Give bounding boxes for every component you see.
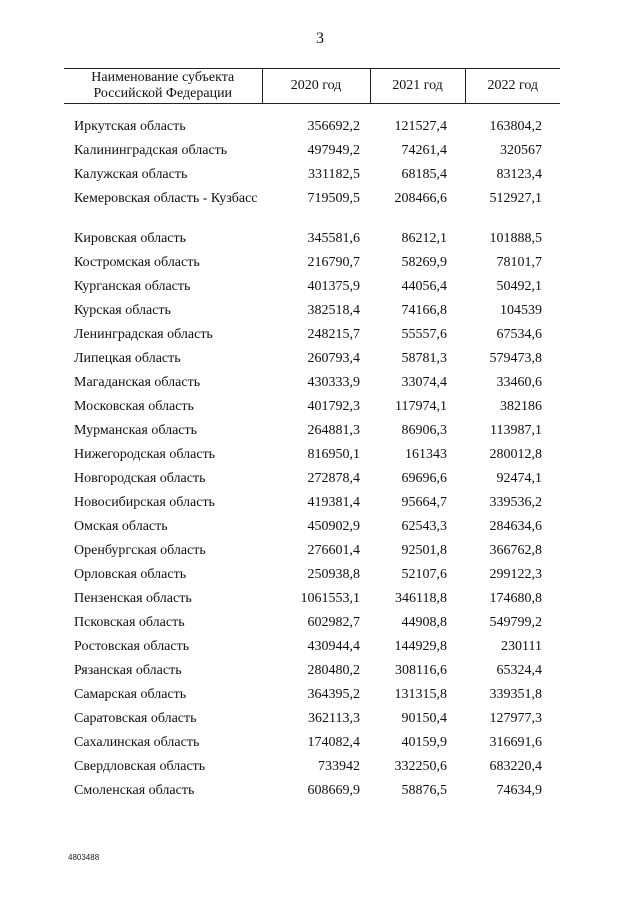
value-2020-cell: 356692,2 <box>307 119 360 134</box>
value-2021-cell: 44908,8 <box>401 615 447 630</box>
value-2020-cell: 280480,2 <box>307 663 360 678</box>
value-2022-cell: 320567 <box>500 143 542 158</box>
value-2022-cell: 316691,6 <box>489 735 542 750</box>
table-row <box>64 423 560 447</box>
table-row <box>64 543 560 567</box>
value-2020-cell: 733942 <box>318 759 360 774</box>
value-2022-cell: 78101,7 <box>496 255 542 270</box>
value-2022-cell: 50492,1 <box>496 279 542 294</box>
table-row <box>64 471 560 495</box>
value-2021-cell: 44056,4 <box>401 279 447 294</box>
value-2020-cell: 272878,4 <box>307 471 360 486</box>
subject-name-cell: Саратовская область <box>74 711 197 726</box>
value-2020-cell: 382518,4 <box>307 303 360 318</box>
value-2021-cell: 131315,8 <box>394 687 447 702</box>
subject-name-cell: Ростовская область <box>74 639 190 654</box>
value-2021-cell: 74261,4 <box>401 143 447 158</box>
page-number: 3 <box>316 30 324 47</box>
subject-name-cell: Оренбургская область <box>74 543 206 558</box>
value-2021-cell: 62543,3 <box>401 519 447 534</box>
document-code: 4803488 <box>68 853 100 862</box>
value-2020-cell: 331182,5 <box>308 167 360 182</box>
value-2020-cell: 216790,7 <box>307 255 360 270</box>
table-body <box>64 104 560 808</box>
value-2022-cell: 366762,8 <box>489 543 542 558</box>
subject-name-cell: Кемеровская область - Кузбасс <box>74 191 258 206</box>
value-2021-cell: 86906,3 <box>401 423 447 438</box>
value-2022-cell: 382186 <box>500 399 542 414</box>
value-2020-cell: 497949,2 <box>307 143 360 158</box>
value-2021-cell: 58876,5 <box>401 783 447 798</box>
value-2022-cell: 683220,4 <box>489 759 542 774</box>
data-table <box>64 68 560 807</box>
value-2021-cell: 208466,6 <box>394 191 447 206</box>
value-2020-cell: 248215,7 <box>307 327 360 342</box>
value-2020-cell: 174082,4 <box>307 735 360 750</box>
value-2022-cell: 101888,5 <box>489 231 542 246</box>
table-row <box>64 495 560 519</box>
value-2020-cell: 816950,1 <box>307 447 360 462</box>
table-row <box>64 119 560 143</box>
subject-name-cell: Калининградская область <box>74 143 228 158</box>
value-2021-cell: 332250,6 <box>394 759 447 774</box>
table-row <box>64 711 560 735</box>
table-row <box>64 303 560 327</box>
value-2021-cell: 58781,3 <box>401 351 447 366</box>
value-2022-cell: 280012,8 <box>489 447 542 462</box>
value-2020-cell: 276601,4 <box>307 543 360 558</box>
subject-name-cell: Свердловская область <box>74 759 206 774</box>
subject-name-cell: Рязанская область <box>74 663 182 678</box>
value-2021-cell: 308116,6 <box>395 663 447 678</box>
subject-name-cell: Ленинградская область <box>74 327 213 342</box>
value-2020-cell: 1061553,1 <box>300 591 360 606</box>
table-header-row <box>64 69 560 104</box>
table-row <box>64 255 560 279</box>
table-row <box>64 687 560 711</box>
value-2022-cell: 104539 <box>500 303 542 318</box>
table-row <box>64 143 560 167</box>
value-2020-cell: 260793,4 <box>307 351 360 366</box>
subject-name-cell: Орловская область <box>74 567 187 582</box>
table-row <box>64 567 560 591</box>
value-2022-cell: 512927,1 <box>489 191 542 206</box>
subject-name-cell: Омская область <box>74 519 168 534</box>
subject-name-cell: Курская область <box>74 303 171 318</box>
value-2022-cell: 67534,6 <box>496 327 542 342</box>
table-row <box>64 735 560 759</box>
value-2021-cell: 90150,4 <box>401 711 447 726</box>
value-2021-cell: 92501,8 <box>401 543 447 558</box>
table-row <box>64 167 560 191</box>
table-row <box>64 327 560 351</box>
table-row <box>64 591 560 615</box>
value-2022-cell: 579473,8 <box>489 351 542 366</box>
value-2022-cell: 65324,4 <box>496 663 542 678</box>
value-2022-cell: 74634,9 <box>496 783 542 798</box>
value-2022-cell: 299122,3 <box>489 567 542 582</box>
header-year-2020: 2020 год <box>262 69 370 104</box>
value-2020-cell: 430333,9 <box>307 375 360 390</box>
value-2021-cell: 161343 <box>405 447 447 462</box>
subject-name-cell: Кировская область <box>74 231 187 246</box>
value-2022-cell: 83123,4 <box>496 167 542 182</box>
value-2021-cell: 58269,9 <box>401 255 447 270</box>
data-table-container <box>64 68 560 807</box>
value-2021-cell: 68185,4 <box>401 167 447 182</box>
table-row <box>64 399 560 423</box>
value-2022-cell: 33460,6 <box>496 375 542 390</box>
subject-name-cell: Самарская область <box>74 687 187 702</box>
value-2022-cell: 163804,2 <box>489 119 542 134</box>
table-row <box>64 231 560 255</box>
subject-name-cell: Московская область <box>74 399 194 414</box>
header-year-2022: 2022 год <box>465 69 560 104</box>
subject-name-cell: Пензенская область <box>74 591 192 606</box>
value-2020-cell: 602982,7 <box>307 615 360 630</box>
value-2021-cell: 86212,1 <box>401 231 447 246</box>
subject-name-cell: Новосибирская область <box>74 495 215 510</box>
table-row <box>64 663 560 687</box>
subject-name-cell: Сахалинская область <box>74 735 200 750</box>
value-2022-cell: 113987,1 <box>490 423 542 438</box>
value-2022-cell: 549799,2 <box>489 615 542 630</box>
table-row <box>64 375 560 399</box>
value-2020-cell: 430944,4 <box>307 639 360 654</box>
value-2021-cell: 117974,1 <box>395 399 447 414</box>
value-2022-cell: 127977,3 <box>489 711 542 726</box>
value-2021-cell: 40159,9 <box>401 735 447 750</box>
subject-name-cell: Курганская область <box>74 279 191 294</box>
subject-name-cell: Липецкая область <box>74 351 181 366</box>
table-row <box>64 191 560 231</box>
value-2021-cell: 69696,6 <box>401 471 447 486</box>
value-2022-cell: 339351,8 <box>489 687 542 702</box>
value-2022-cell: 339536,2 <box>489 495 542 510</box>
value-2021-cell: 346118,8 <box>395 591 447 606</box>
value-2021-cell: 144929,8 <box>394 639 447 654</box>
value-2022-cell: 230111 <box>501 639 542 654</box>
value-2020-cell: 401375,9 <box>307 279 360 294</box>
subject-name-cell: Костромская область <box>74 255 200 270</box>
value-2020-cell: 608669,9 <box>307 783 360 798</box>
value-2020-cell: 450902,9 <box>307 519 360 534</box>
table-row <box>64 351 560 375</box>
value-2020-cell: 401792,3 <box>307 399 360 414</box>
subject-name-cell: Псковская область <box>74 615 185 630</box>
value-2020-cell: 250938,8 <box>307 567 360 582</box>
table-row <box>64 639 560 663</box>
value-2020-cell: 264881,3 <box>307 423 360 438</box>
value-2022-cell: 284634,6 <box>489 519 542 534</box>
value-2020-cell: 364395,2 <box>307 687 360 702</box>
value-2020-cell: 345581,6 <box>307 231 360 246</box>
table-row <box>64 279 560 303</box>
table-row <box>64 759 560 783</box>
subject-name-cell: Иркутская область <box>74 119 186 134</box>
header-year-2021: 2021 год <box>370 69 465 104</box>
subject-name-cell: Смоленская область <box>74 783 195 798</box>
subject-name-cell: Калужская область <box>74 167 188 182</box>
subject-name-cell: Нижегородская область <box>74 447 216 462</box>
value-2020-cell: 362113,3 <box>308 711 360 726</box>
table-row <box>64 783 560 807</box>
value-2021-cell: 121527,4 <box>394 119 447 134</box>
value-2021-cell: 55557,6 <box>401 327 447 342</box>
subject-name-cell: Новгородская область <box>74 471 206 486</box>
value-2022-cell: 174680,8 <box>489 591 542 606</box>
subject-name-cell: Мурманская область <box>74 423 198 438</box>
value-2021-cell: 95664,7 <box>401 495 447 510</box>
value-2021-cell: 33074,4 <box>401 375 447 390</box>
table-row <box>64 447 560 471</box>
value-2020-cell: 719509,5 <box>307 191 360 206</box>
subject-name-cell: Магаданская область <box>74 375 201 390</box>
table-row <box>64 519 560 543</box>
value-2022-cell: 92474,1 <box>496 471 542 486</box>
value-2020-cell: 419381,4 <box>307 495 360 510</box>
table-row <box>64 615 560 639</box>
table-spacer-row <box>64 104 560 120</box>
value-2021-cell: 52107,6 <box>401 567 447 582</box>
header-subject-name: Наименование субъекта Российской Федерации <box>64 69 262 104</box>
value-2021-cell: 74166,8 <box>401 303 447 318</box>
